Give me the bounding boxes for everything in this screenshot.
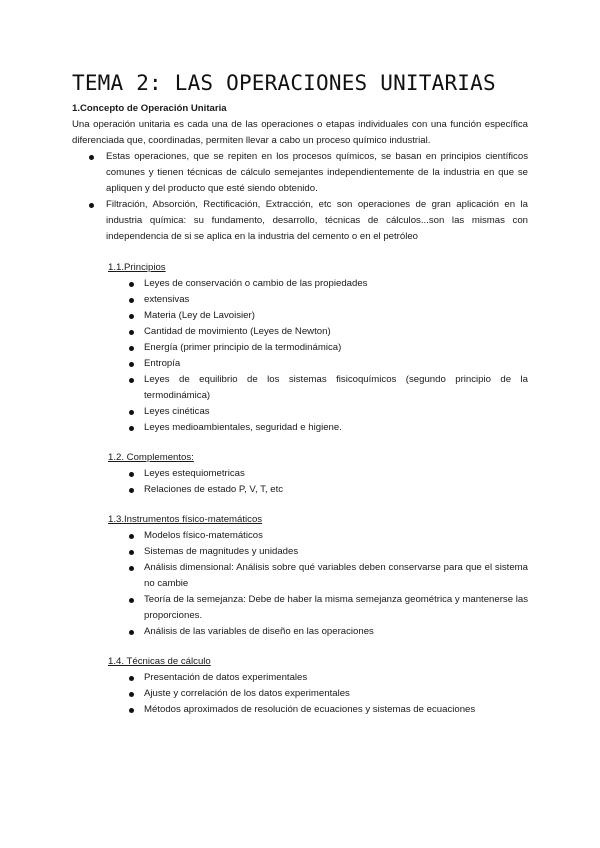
list-item: Leyes de equilibrio de los sistemas fisicoquímicos (segundo principio de la termodinámica) bbox=[144, 372, 528, 404]
list-item: Análisis dimensional: Análisis sobre qué variables deben conservarse para que el sistema no cambie bbox=[144, 560, 528, 592]
list-item: Estas operaciones, que se repiten en los procesos químicos, se basan en principios científicos comunes y tienen técnicas de cálculo semejantes independientemente de la industria en que se apliquen y del producto que esté siendo obtenido. bbox=[106, 149, 528, 197]
list-item: Análisis de las variables de diseño en las operaciones bbox=[144, 624, 528, 640]
section-tecnicas bbox=[72, 654, 528, 718]
section-principios bbox=[72, 260, 528, 436]
document-body bbox=[72, 101, 528, 718]
section-instrumentos bbox=[72, 512, 528, 640]
list-item: Ajuste y correlación de los datos experimentales bbox=[144, 686, 528, 702]
section-list bbox=[72, 276, 528, 436]
list-item: Presentación de datos experimentales bbox=[144, 670, 528, 686]
page-title: TEMA 2: LAS OPERACIONES UNITARIAS bbox=[72, 71, 496, 95]
concept-bullet-list bbox=[72, 149, 528, 245]
list-item: Entropía bbox=[144, 356, 528, 372]
list-item: Leyes de conservación o cambio de las propiedades bbox=[144, 276, 528, 292]
section-list bbox=[72, 670, 528, 718]
list-item: Leyes cinéticas bbox=[144, 404, 528, 420]
list-item: Filtración, Absorción, Rectificación, Extracción, etc son operaciones de gran aplicación en la industria química: su fundamento, desarrollo, técnicas de cálculos...son las mismas con independencia de si se aplica en la industria del cemento o en el petróleo bbox=[106, 197, 528, 245]
list-item: Materia (Ley de Lavoisier) bbox=[144, 308, 528, 324]
section-title: 1.3.Instrumentos físico-matemáticos bbox=[108, 514, 263, 525]
list-item: Teoría de la semejanza: Debe de haber la misma semejanza geométrica y mantenerse las proporciones. bbox=[144, 592, 528, 624]
section-list bbox=[72, 466, 528, 498]
section-title: 1.1.Principios bbox=[108, 262, 166, 273]
list-item: Sistemas de magnitudes y unidades bbox=[144, 544, 528, 560]
list-item: Leyes medioambientales, seguridad e higiene. bbox=[144, 420, 528, 436]
list-item: Energía (primer principio de la termodinámica) bbox=[144, 340, 528, 356]
section-title: 1.2. Complementos: bbox=[108, 452, 194, 463]
list-item: Relaciones de estado P, V, T, etc bbox=[144, 482, 528, 498]
list-item: Modelos físico-matemáticos bbox=[144, 528, 528, 544]
section-list bbox=[72, 528, 528, 640]
list-item: Leyes estequiometricas bbox=[144, 466, 528, 482]
list-item: Cantidad de movimiento (Leyes de Newton) bbox=[144, 324, 528, 340]
section-title: 1.4. Técnicas de cálculo bbox=[108, 656, 211, 667]
list-item: Métodos aproximados de resolución de ecuaciones y sistemas de ecuaciones bbox=[144, 702, 528, 718]
concept-paragraph: Una operación unitaria es cada una de las operaciones o etapas individuales con una función específica diferenciada que, coordinadas, permiten llevar a cabo un proceso químico industrial. bbox=[72, 119, 528, 146]
section-complementos bbox=[72, 450, 528, 498]
concept-heading: 1.Concepto de Operación Unitaria bbox=[72, 103, 227, 114]
list-item: extensivas bbox=[144, 292, 528, 308]
